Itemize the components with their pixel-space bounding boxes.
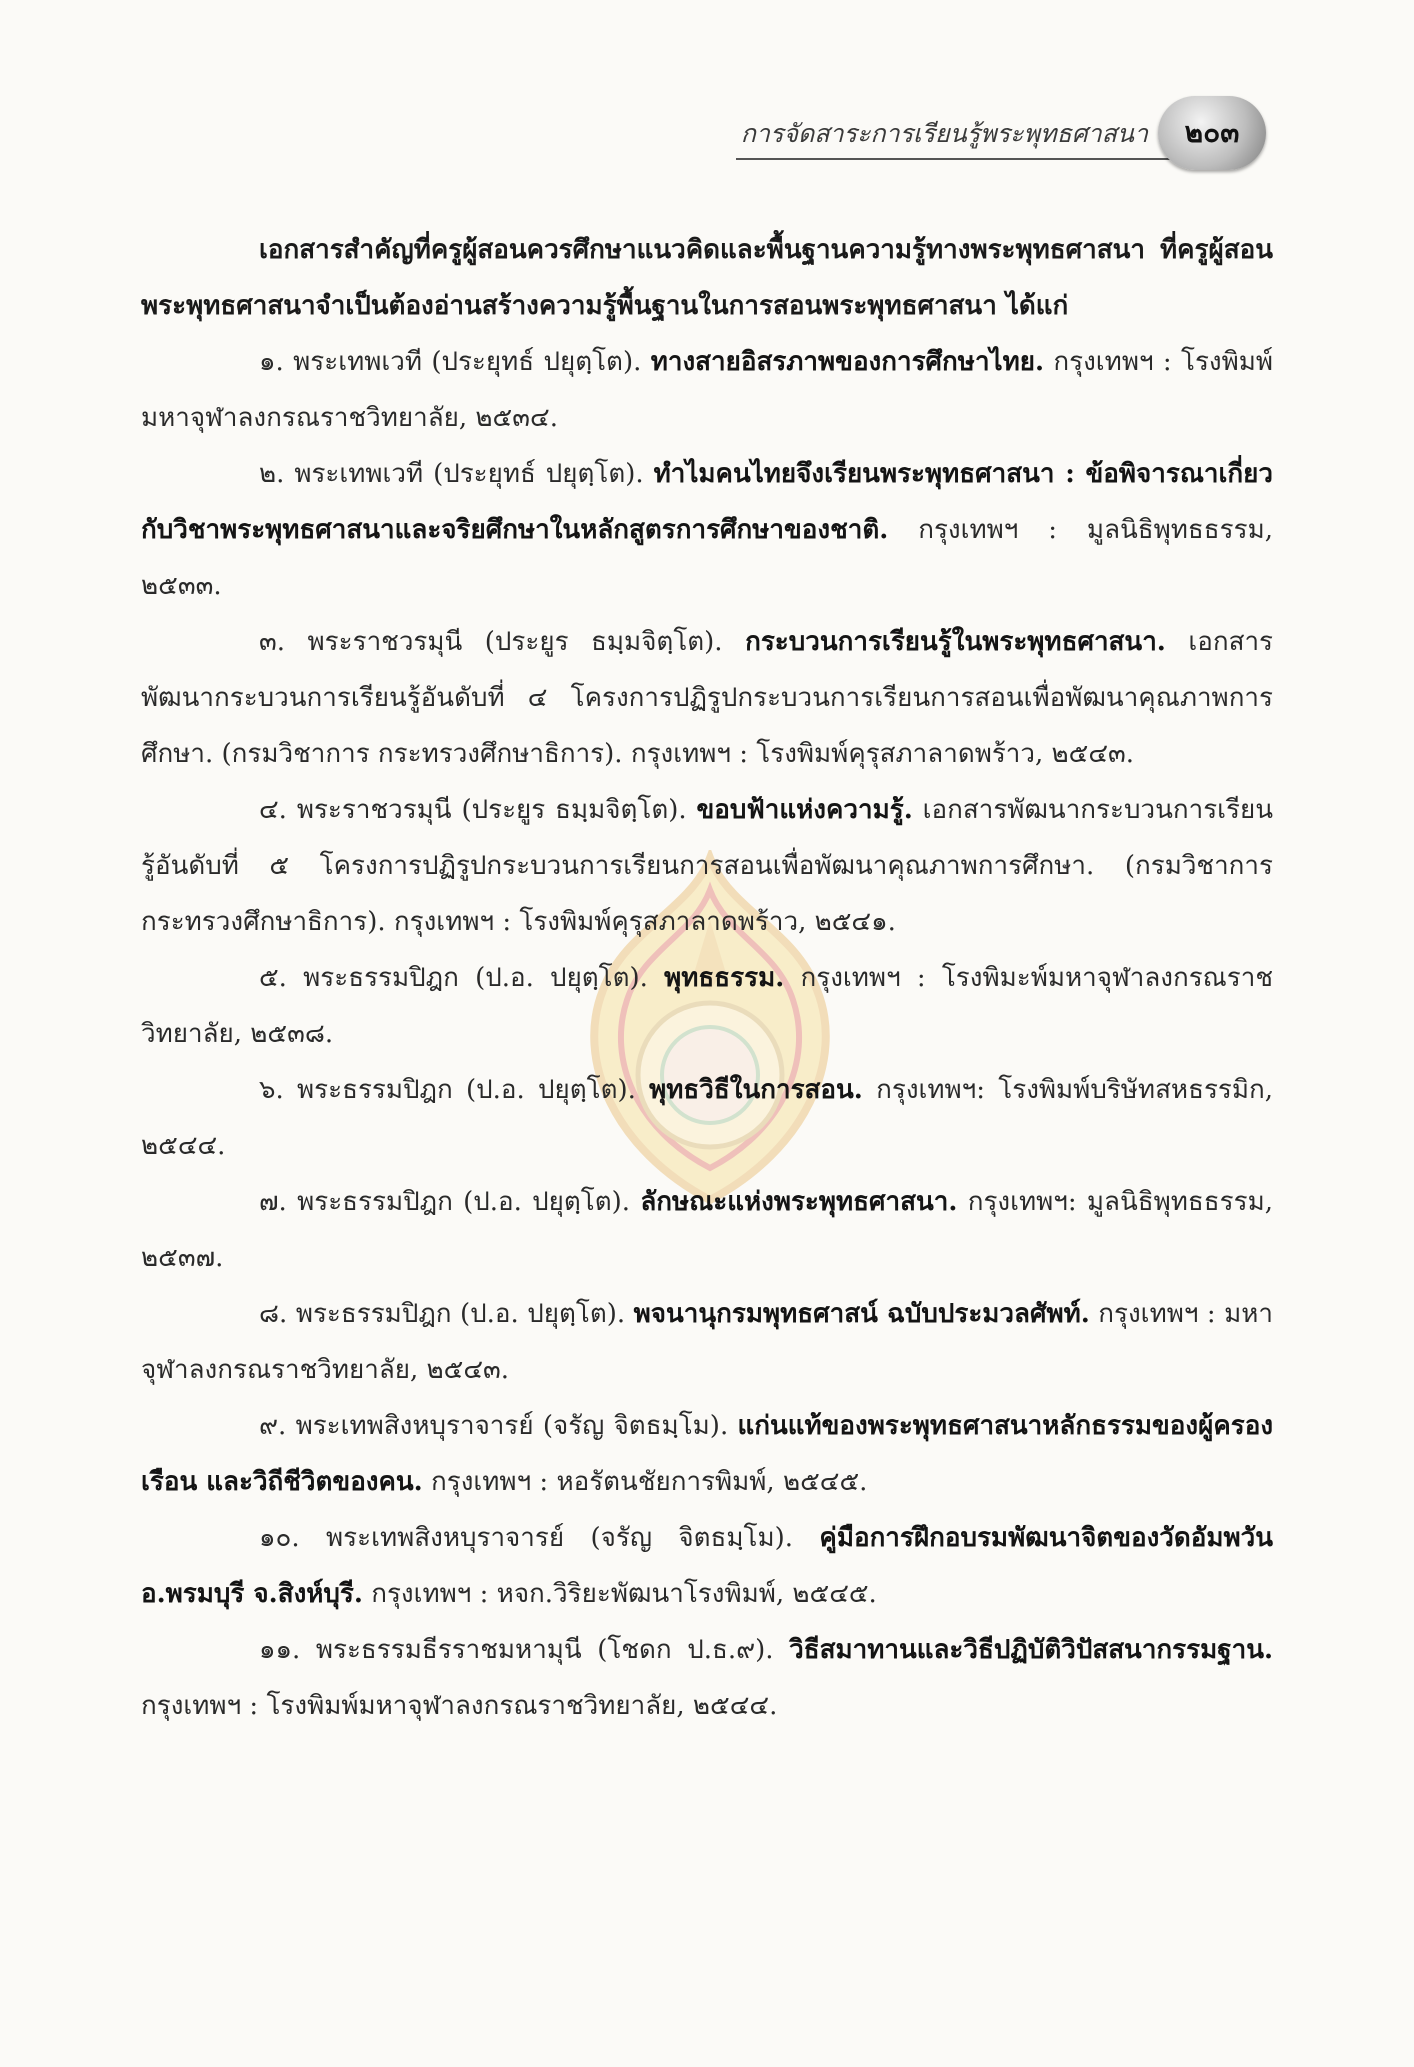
reference-number: ๑๐. — [259, 1523, 300, 1553]
reference-entry — [141, 1398, 1273, 1510]
reference-publication: กรุงเทพฯ : มูลนิธิพุทธธรรม, ๒๕๓๓. — [141, 515, 1273, 601]
reference-number: ๓. — [259, 627, 286, 657]
page-header — [726, 96, 1266, 176]
reference-entry — [141, 446, 1273, 614]
reference-title: กระบวนการเรียนรู้ในพระพุทธศาสนา. — [745, 627, 1166, 657]
reference-publication: กรุงเทพฯ : หอรัตนชัยการพิมพ์, ๒๕๔๕. — [431, 1467, 868, 1497]
reference-title: คู่มือการฝึกอบรมพัฒนาจิตของวัดอัมพวัน อ.พรมบุรี จ.สิงห์บุรี. — [141, 1523, 1274, 1609]
reference-author: พระธรรมปิฎก (ป.อ. ปยุตฺโต). — [303, 963, 648, 993]
reference-title: แก่นแท้ของพระพุทธศาสนาหลักธรรมของผู้ครองเรือน และวิถีชีวิตของคน. — [141, 1411, 1274, 1497]
reference-publication: กรุงเทพฯ : หจก.วิริยะพัฒนาโรงพิมพ์, ๒๕๔๕. — [371, 1579, 877, 1609]
reference-title: พจนานุกรมพุทธศาสน์ ฉบับประมวลศัพท์. — [633, 1299, 1090, 1329]
reference-entry — [141, 1622, 1273, 1734]
reference-number: ๔. — [259, 795, 287, 825]
reference-number: ๗. — [259, 1187, 287, 1217]
reference-entry — [141, 1510, 1273, 1622]
reference-author: พระราชวรมุนี (ประยูร ธมฺมจิตฺโต). — [296, 795, 687, 825]
reference-author: พระเทพสิงหบุราจารย์ (จรัญ จิตธมฺโม). — [295, 1411, 729, 1441]
reference-number: ๑๑. — [259, 1635, 301, 1665]
reference-entry — [141, 1062, 1273, 1174]
reference-entry — [141, 1174, 1273, 1286]
reference-author: พระเทพเวที (ประยุทธ์ ปยุตฺโต). — [294, 459, 644, 489]
reference-author: พระธรรมปิฎก (ป.อ. ปยุตฺโต). — [297, 1187, 631, 1217]
reference-entry — [141, 614, 1273, 782]
reference-publication: เอกสารพัฒนากระบวนการเรียนรู้อันดับที่ ๔ โครงการปฏิรูปกระบวนการเรียนการสอนเพื่อพัฒนาคุณภาพการศึกษา. (กรมวิชาการ กระทรวงศึกษาธิการ). กรุงเทพฯ : โรงพิมพ์คุรุสภาลาดพร้าว, ๒๕๔๓. — [141, 627, 1274, 769]
reference-title: ทางสายอิสรภาพของการศึกษาไทย. — [650, 347, 1045, 377]
reference-number: ๙. — [259, 1411, 287, 1441]
reference-publication: เอกสารพัฒนากระบวนการเรียนรู้อันดับที่ ๕ โครงการปฏิรูปกระบวนการเรียนการสอนเพื่อพัฒนาคุณภาพการศึกษา. (กรมวิชาการ กระทรวงศึกษาธิการ). กรุงเทพฯ : โรงพิมพ์คุรุสภาลาดพร้าว, ๒๕๔๑. — [141, 795, 1274, 937]
reference-title: พุทธวิธีในการสอน. — [649, 1075, 863, 1105]
reference-entry — [141, 334, 1273, 446]
reference-number: ๒. — [259, 459, 285, 489]
reference-author: พระธรรมปิฎก (ป.อ. ปยุตฺโต). — [297, 1075, 636, 1105]
reference-publication: กรุงเทพฯ: โรงพิมพ์บริษัทสหธรรมิก, ๒๕๔๔. — [141, 1075, 1274, 1161]
reference-title: ลักษณะแห่งพระพุทธศาสนา. — [640, 1187, 958, 1217]
reference-entry — [141, 950, 1273, 1062]
reference-publication: กรุงเทพฯ : โรงพิมะพ์มหาจุฬาลงกรณราชวิทยาลัย, ๒๕๓๘. — [141, 963, 1273, 1049]
reference-author: พระธรรมธีรราชมหามุนี (โชดก ป.ธ.๙). — [315, 1635, 774, 1665]
reference-publication: กรุงเทพฯ : โรงพิมพ์มหาจุฬาลงกรณราชวิทยาลัย, ๒๕๓๔. — [141, 347, 1274, 433]
reference-author: พระเทพสิงหบุราจารย์ (จรัญ จิตธมฺโม). — [326, 1523, 794, 1553]
header-rule — [736, 158, 1176, 160]
document-body — [141, 222, 1273, 1734]
reference-title: พุทธธรรม. — [664, 963, 785, 993]
reference-publication: กรุงเทพฯ: มูลนิธิพุทธธรรม, ๒๕๓๗. — [141, 1187, 1273, 1273]
reference-author: พระราชวรมุนี (ประยูร ธมฺมจิตฺโต). — [307, 627, 723, 657]
reference-number: ๑. — [259, 347, 284, 377]
reference-publication: กรุงเทพฯ : โรงพิมพ์มหาจุฬาลงกรณราชวิทยาลัย, ๒๕๔๔. — [141, 1691, 778, 1721]
reference-entry — [141, 1286, 1273, 1398]
reference-publication: กรุงเทพฯ : มหาจุฬาลงกรณราชวิทยาลัย, ๒๕๔๓. — [141, 1299, 1274, 1385]
intro-paragraph: เอกสารสำคัญที่ครูผู้สอนควรศึกษาแนวคิดและพื้นฐานความรู้ทางพระพุทธศาสนา ที่ครูผู้สอนพระพุทธศาสนาจำเป็นต้องอ่านสร้างความรู้พื้นฐานในการสอนพระพุทธศาสนา ได้แก่ — [141, 235, 1273, 321]
reference-title: วิธีสมาทานและวิธีปฏิบัติวิปัสสนากรรมฐาน. — [789, 1635, 1274, 1665]
reference-number: ๕. — [259, 963, 287, 993]
running-title: การจัดสาระการเรียนรู้พระพุทธศาสนา — [740, 119, 1148, 148]
reference-author: พระธรรมปิฎก (ป.อ. ปยุตฺโต). — [295, 1299, 626, 1329]
reference-number: ๘. — [259, 1299, 288, 1329]
reference-number: ๖. — [259, 1075, 284, 1105]
reference-title: ทำไมคนไทยจึงเรียนพระพุทธศาสนา : ข้อพิจารณาเกี่ยวกับวิชาพระพุทธศาสนาและจริยศึกษาในหลักสูตรการศึกษาของชาติ. — [141, 459, 1273, 545]
reference-title: ขอบฟ้าแห่งความรู้. — [696, 795, 913, 825]
reference-entry — [141, 782, 1273, 950]
reference-author: พระเทพเวที (ประยุทธ์ ปยุตฺโต). — [293, 347, 642, 377]
page-number-badge: ๒๐๓ — [1158, 96, 1266, 170]
